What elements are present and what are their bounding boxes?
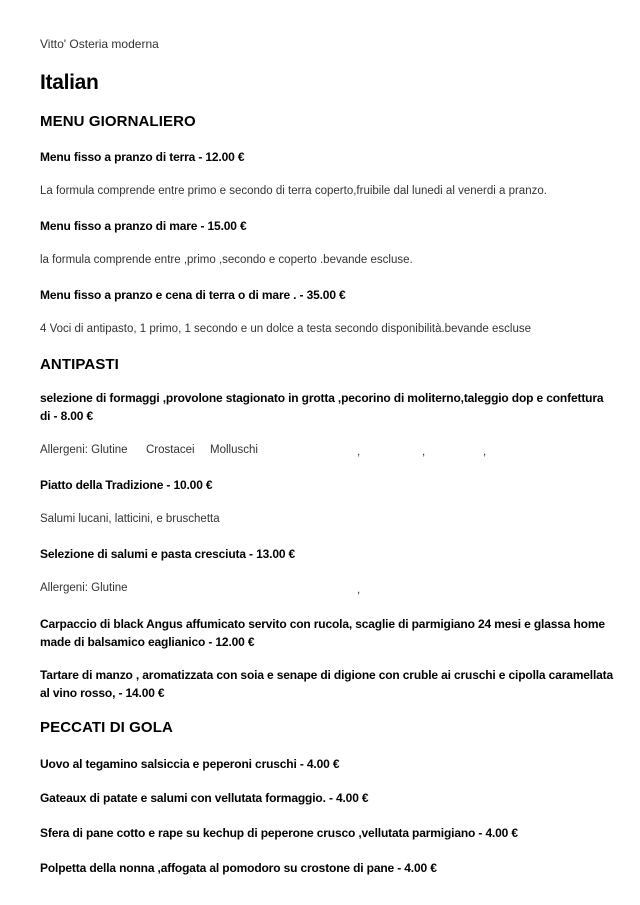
allergen-crostacei: Crostacei [146,444,195,456]
allergen-label: Allergeni: Glutine [40,444,128,456]
menu-item-name: Sfera di pane cotto e rape su kechup di peperone crusco ,vellutata parmigiano - 4.00 € [40,826,518,840]
allergen-separator: , [357,446,361,458]
restaurant-name: Vitto' Osteria moderna [40,37,159,51]
menu-item-name: Menu fisso a pranzo e cena di terra o di mare . - 35.00 € [40,288,346,302]
menu-item-name: Carpaccio di black Angus affumicato servito con rucola, scaglie di parmigiano 24 mesi e glassa home made di balsamico eaglianico - 12.00 € [40,617,605,649]
menu-item-name: Polpetta della nonna ,affogata al pomodoro su crostone di pane - 4.00 € [40,861,437,875]
menu-item-name: Tartare di manzo , aromatizzata con soia e senape di digione con cruble ai cruschi e cipolla caramellata al vino rosso, - 14.00 € [40,668,614,700]
menu-item-name: Menu fisso a pranzo di mare - 15.00 € [40,219,247,233]
cuisine-heading: Italian [40,71,99,94]
menu-item-name: selezione di formaggi ,provolone stagionato in grotta ,pecorino di moliterno,taleggio dop e confettura di - 8.00 € [40,391,604,423]
menu-item-name: Gateaux di patate e salumi con vellutata formaggio. - 4.00 € [40,791,369,805]
allergen-separator: , [483,446,487,458]
menu-item-description: 4 Voci di antipasto, 1 primo, 1 secondo e un dolce a testa secondo disponibilità.bevande escluse [40,323,531,335]
menu-item-description: La formula comprende entre primo e secondo di terra coperto,fruibile dal lunedi al venerdi a pranzo. [40,185,547,197]
allergen-label: Allergeni: Glutine [40,582,128,594]
menu-item-description: Salumi lucani, latticini, e bruschetta [40,513,220,525]
section-title-antipasti: ANTIPASTI [40,356,119,373]
section-title-menu-giornaliero: MENU GIORNALIERO [40,113,196,130]
section-title-peccati-di-gola: PECCATI DI GOLA [40,719,173,736]
allergen-separator: , [422,446,426,458]
menu-item-name: Menu fisso a pranzo di terra - 12.00 € [40,150,245,164]
menu-item-name: Selezione di salumi e pasta cresciuta - 13.00 € [40,547,296,561]
menu-item-name: Piatto della Tradizione - 10.00 € [40,478,213,492]
allergen-molluschi: Molluschi [210,444,258,456]
menu-item-description: la formula comprende entre ,primo ,secondo e coperto .bevande escluse. [40,254,413,266]
allergen-separator: , [357,584,361,596]
menu-item-name: Uovo al tegamino salsiccia e peperoni cruschi - 4.00 € [40,757,340,771]
